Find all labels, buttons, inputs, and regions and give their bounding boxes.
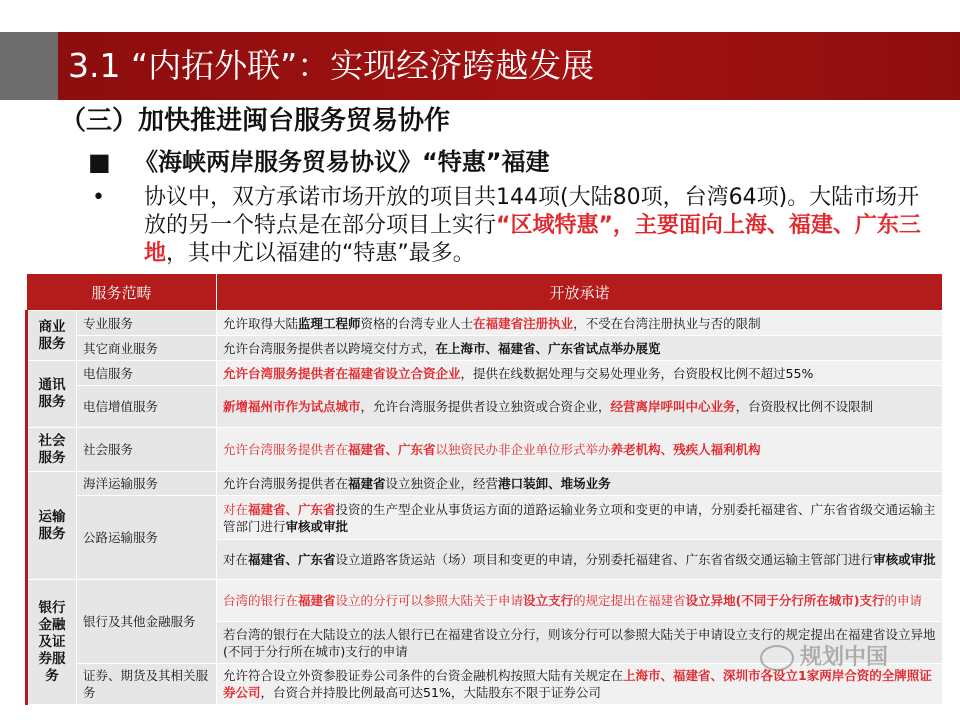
category-transport [27, 472, 77, 580]
table-row [27, 311, 943, 336]
subcategory-cell: 电信增值服务 [77, 386, 217, 428]
square-bullet-icon: ■ [88, 148, 111, 176]
subcategory-cell: 海洋运输服务 [77, 472, 217, 496]
subcategory-cell: 公路运输服务 [77, 496, 217, 580]
header-service-scope: 服务范畴 [27, 274, 217, 311]
commitment-cell: 允许台湾服务提供者以跨境交付方式，在上海市、福建省、广东省试点举办展览 [217, 336, 943, 361]
category-business [27, 311, 77, 361]
commitment-cell: 允许台湾服务提供者在福建省设立合资企业，提供在线数据处理与交易处理业务，台资股权比例不超过55% [217, 361, 943, 386]
table-row [27, 386, 943, 428]
paragraph-part2: ，其中尤以福建的“特惠”最多。 [166, 241, 475, 266]
table-row [27, 336, 943, 361]
bullet-heading-text: 《海峡两岸服务贸易协议》“特惠”福建 [134, 148, 550, 176]
category-social [27, 428, 77, 472]
category-label: 商业 服务 [38, 318, 66, 352]
paragraph-highlight: “区域特惠”，主要面向上海、福建、广东三地 [144, 213, 921, 266]
page-title: 3.1 “内拓外联”：实现经济跨越发展 [68, 46, 595, 85]
bullet-heading [88, 142, 550, 177]
category-finance [27, 580, 77, 705]
paragraph-part1: 协议中，双方承诺市场开放的项目共144项(大陆80项，台湾64项)。大陆市场开放的另一个特点是在部分项目上实行 [144, 185, 920, 238]
subcategory-cell: 专业服务 [77, 311, 217, 336]
table-header-row [27, 274, 943, 311]
subcategory-cell: 银行及其他金融服务 [77, 580, 217, 664]
category-label: 银行 金融 及证 券服 务 [38, 599, 66, 684]
table-row [27, 580, 943, 622]
subcategory-cell: 其它商业服务 [77, 336, 217, 361]
subcategory-cell: 证券、期货及其相关服务 [77, 664, 217, 705]
wechat-icon [760, 645, 794, 671]
round-bullet-icon: • [92, 185, 105, 210]
paragraph-text [144, 184, 922, 268]
table-row [27, 496, 943, 540]
header-commitment: 开放承诺 [217, 274, 943, 311]
category-label: 运输 服务 [38, 508, 66, 542]
commitment-cell: 对在福建省、广东省投资的生产型企业从事货运方面的道路运输业务立项和变更的申请，分别委托福建省、广东省省级交通运输主管部门进行审核或审批 [217, 496, 943, 540]
commitment-cell: 允许台湾服务提供者在福建省设立独资企业，经营港口装卸、堆场业务 [217, 472, 943, 496]
title-accent-block [0, 32, 58, 100]
category-label: 通讯 服务 [38, 377, 66, 410]
commitment-cell: 台湾的银行在福建省设立的分行可以参照大陆关于申请设立支行的规定提出在福建省设立异地(不同于分行所在城市)支行的申请 [217, 580, 943, 622]
commitment-cell: 允许符合设立外资参股证券公司条件的台资金融机构按照大陆有关规定在上海市、福建省、深圳市各设立1家两岸合资的全牌照证券公司，台资合并持股比例最高可达51%，大陆股东不限于证券公司 [217, 664, 943, 705]
commitment-cell: 允许台湾服务提供者在福建省、广东省以独资民办非企业单位形式举办养老机构、残疾人福利机构 [217, 428, 943, 472]
category-label: 社会 服务 [38, 432, 66, 466]
commitment-cell: 若台湾的银行在大陆设立的法人银行已在福建省设立分行，则该分行可以参照大陆关于申请设立支行的规定提出在福建省设立异地(不同于分行所在城市)支行的申请 [217, 622, 943, 664]
body-paragraph [92, 184, 922, 268]
section-subheading: （三）加快推进闽台服务贸易协作 [60, 106, 451, 136]
table-row [27, 428, 943, 472]
table-row [27, 361, 943, 386]
commitment-cell: 新增福州市作为试点城市，允许台湾服务提供者设立独资或合资企业，经营离岸呼叫中心业务，台资股权比例不设限制 [217, 386, 943, 428]
subcategory-cell: 电信服务 [77, 361, 217, 386]
commitment-cell: 允许取得大陆监理工程师资格的台湾专业人士在福建省注册执业，不受在台湾注册执业与否的限制 [217, 311, 943, 336]
commitment-cell: 对在福建省、广东省设立道路客货运站（场）项目和变更的申请，分别委托福建省、广东省省级交通运输主管部门进行审核或审批 [217, 540, 943, 580]
watermark [760, 640, 888, 671]
category-telecom [27, 361, 77, 428]
table-row [27, 472, 943, 496]
subcategory-cell: 社会服务 [77, 428, 217, 472]
watermark-text: 规划中国 [800, 645, 889, 670]
